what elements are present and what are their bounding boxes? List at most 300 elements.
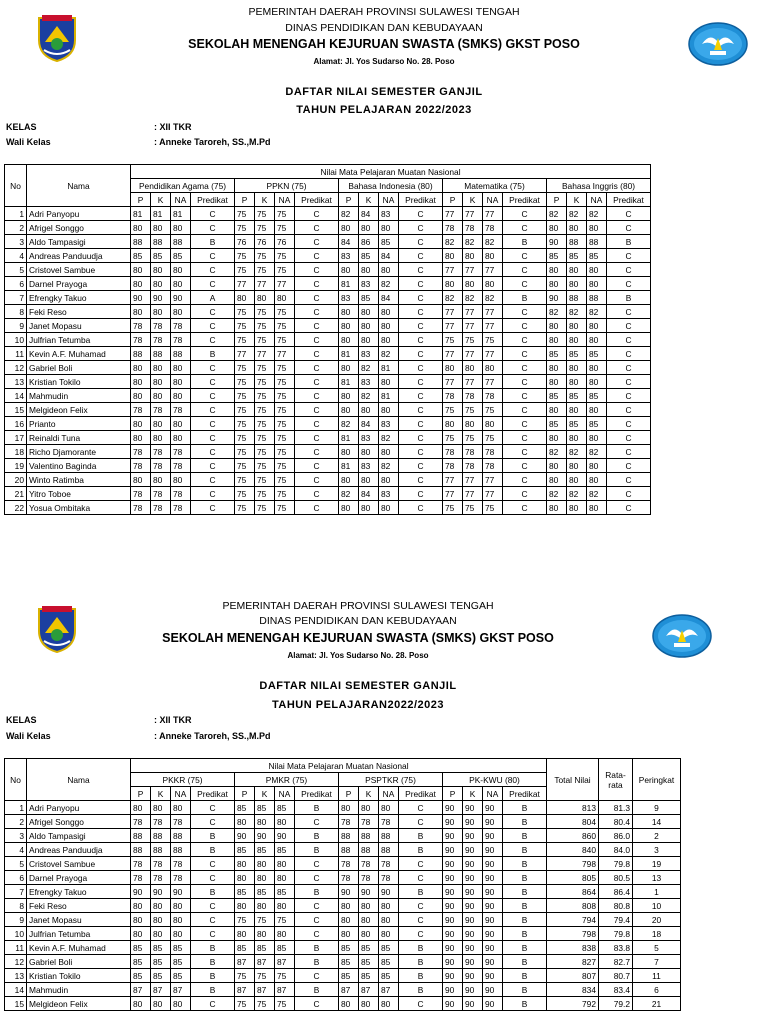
score-cell: 80 — [131, 899, 151, 913]
predikat-cell: C — [399, 333, 443, 347]
score-cell: 75 — [275, 969, 295, 983]
score-cell: 75 — [255, 997, 275, 1011]
predikat-cell: C — [399, 857, 443, 871]
total-nilai-cell: 834 — [547, 983, 599, 997]
score-cell: 80 — [235, 815, 255, 829]
score-type-header-na: NA — [587, 193, 607, 207]
score-cell: 80 — [567, 263, 587, 277]
score-cell: 80 — [379, 997, 399, 1011]
score-type-header-p: P — [235, 193, 255, 207]
score-cell: 75 — [275, 263, 295, 277]
score-cell: 80 — [567, 403, 587, 417]
score-cell: 80 — [567, 375, 587, 389]
predikat-cell: B — [295, 941, 339, 955]
predikat-cell: C — [399, 417, 443, 431]
peringkat-cell: 7 — [633, 955, 681, 969]
score-cell: 75 — [255, 333, 275, 347]
score-type-header-p: P — [339, 787, 359, 801]
score-cell: 90 — [547, 291, 567, 305]
score-cell: 78 — [171, 319, 191, 333]
score-type-header-predikat: Predikat — [191, 787, 235, 801]
score-cell: 76 — [275, 235, 295, 249]
predikat-cell: C — [191, 913, 235, 927]
score-cell: 85 — [587, 389, 607, 403]
predikat-cell: C — [503, 347, 547, 361]
peringkat-cell: 3 — [633, 843, 681, 857]
score-cell: 80 — [379, 221, 399, 235]
score-cell: 75 — [255, 263, 275, 277]
predikat-cell: C — [191, 927, 235, 941]
predikat-cell: B — [399, 843, 443, 857]
score-cell: 80 — [587, 263, 607, 277]
score-cell: 85 — [255, 843, 275, 857]
header-line-1: PEMERINTAH DAERAH PROVINSI SULAWESI TENGAH — [222, 600, 494, 612]
score-cell: 80 — [379, 445, 399, 459]
score-type-header-k: K — [463, 193, 483, 207]
score-cell: 75 — [255, 487, 275, 501]
score-cell: 80 — [547, 403, 567, 417]
score-cell: 88 — [379, 829, 399, 843]
predikat-cell: C — [399, 361, 443, 375]
score-cell: 80 — [547, 263, 567, 277]
score-cell: 82 — [443, 235, 463, 249]
score-type-header-p: P — [235, 787, 255, 801]
predikat-cell: C — [191, 431, 235, 445]
predikat-cell: C — [191, 445, 235, 459]
score-cell: 75 — [255, 249, 275, 263]
score-cell: 75 — [483, 403, 503, 417]
score-cell: 78 — [131, 319, 151, 333]
predikat-cell: C — [399, 459, 443, 473]
score-cell: 88 — [567, 235, 587, 249]
score-cell: 88 — [131, 347, 151, 361]
score-cell: 80 — [151, 927, 171, 941]
score-cell: 80 — [379, 375, 399, 389]
score-cell: 75 — [255, 969, 275, 983]
score-cell: 78 — [151, 459, 171, 473]
score-cell: 80 — [235, 857, 255, 871]
score-cell: 80 — [359, 801, 379, 815]
predikat-cell: C — [295, 249, 339, 263]
score-cell: 75 — [463, 501, 483, 515]
score-cell: 80 — [339, 403, 359, 417]
score-cell: 90 — [379, 885, 399, 899]
table-row — [5, 221, 651, 235]
predikat-cell: C — [607, 249, 651, 263]
score-type-header-k: K — [359, 787, 379, 801]
score-cell: 80 — [339, 501, 359, 515]
score-cell: 82 — [379, 459, 399, 473]
row-number: 5 — [5, 857, 27, 871]
predikat-cell: B — [503, 969, 547, 983]
predikat-cell: C — [607, 501, 651, 515]
score-cell: 75 — [235, 263, 255, 277]
score-cell: 80 — [359, 997, 379, 1011]
score-cell: 88 — [131, 829, 151, 843]
score-cell: 80 — [379, 473, 399, 487]
predikat-cell: B — [399, 941, 443, 955]
score-cell: 80 — [359, 305, 379, 319]
score-cell: 80 — [379, 319, 399, 333]
score-cell: 78 — [131, 333, 151, 347]
row-number: 19 — [5, 459, 27, 473]
score-cell: 85 — [339, 969, 359, 983]
score-cell: 85 — [359, 955, 379, 969]
score-cell: 84 — [359, 417, 379, 431]
student-name: Adri Panyopu — [27, 801, 131, 815]
row-number: 11 — [5, 941, 27, 955]
score-type-header-na: NA — [483, 193, 503, 207]
total-nilai-cell: 808 — [547, 899, 599, 913]
subject-header: PK-KWU (80) — [443, 773, 547, 787]
predikat-cell: B — [191, 829, 235, 843]
predikat-cell: C — [399, 235, 443, 249]
student-name: Winto Ratimba — [27, 473, 131, 487]
predikat-cell: C — [399, 473, 443, 487]
rata-rata-cell: 86.0 — [599, 829, 633, 843]
predikat-cell: C — [295, 221, 339, 235]
score-cell: 75 — [443, 501, 463, 515]
score-cell: 75 — [255, 403, 275, 417]
score-cell: 80 — [171, 389, 191, 403]
score-cell: 88 — [339, 829, 359, 843]
student-name: Valentino Baginda — [27, 459, 131, 473]
predikat-cell: B — [191, 941, 235, 955]
header-subject-group: Nilai Mata Pelajaran Muatan Nasional — [131, 759, 547, 773]
score-cell: 77 — [235, 347, 255, 361]
score-cell: 88 — [171, 829, 191, 843]
table-row — [5, 487, 651, 501]
score-cell: 80 — [171, 221, 191, 235]
score-cell: 77 — [463, 207, 483, 221]
row-number: 7 — [5, 885, 27, 899]
predikat-cell: C — [503, 305, 547, 319]
student-name: Cristovel Sambue — [27, 263, 131, 277]
table-row — [5, 291, 651, 305]
score-cell: 83 — [339, 291, 359, 305]
score-cell: 90 — [443, 829, 463, 843]
score-cell: 80 — [463, 249, 483, 263]
predikat-cell: C — [607, 417, 651, 431]
predikat-cell: C — [503, 249, 547, 263]
score-cell: 80 — [131, 913, 151, 927]
score-cell: 75 — [275, 389, 295, 403]
score-cell: 85 — [567, 249, 587, 263]
score-cell: 85 — [275, 843, 295, 857]
peringkat-cell: 10 — [633, 899, 681, 913]
score-cell: 85 — [547, 347, 567, 361]
score-cell: 80 — [483, 361, 503, 375]
predikat-cell: C — [191, 319, 235, 333]
predikat-cell: C — [607, 319, 651, 333]
student-name: Darnel Prayoga — [27, 277, 131, 291]
score-cell: 75 — [255, 459, 275, 473]
subject-header: PMKR (75) — [235, 773, 339, 787]
predikat-cell: C — [295, 473, 339, 487]
score-cell: 80 — [151, 305, 171, 319]
score-cell: 90 — [463, 927, 483, 941]
score-cell: 80 — [567, 333, 587, 347]
score-cell: 80 — [359, 403, 379, 417]
score-cell: 80 — [171, 305, 191, 319]
score-cell: 82 — [587, 207, 607, 221]
predikat-cell: B — [503, 941, 547, 955]
grade-table-2-body — [5, 801, 681, 1011]
score-cell: 78 — [131, 815, 151, 829]
score-cell: 78 — [171, 871, 191, 885]
score-cell: 83 — [379, 207, 399, 221]
student-name: Yitro Toboe — [27, 487, 131, 501]
predikat-cell: B — [607, 291, 651, 305]
score-cell: 80 — [339, 263, 359, 277]
score-cell: 75 — [255, 473, 275, 487]
score-cell: 85 — [255, 885, 275, 899]
score-cell: 85 — [359, 249, 379, 263]
score-cell: 90 — [483, 955, 503, 969]
score-cell: 80 — [567, 277, 587, 291]
predikat-cell: C — [295, 319, 339, 333]
score-cell: 78 — [483, 445, 503, 459]
score-type-header-k: K — [151, 193, 171, 207]
header-line-2: DINAS PENDIDIKAN DAN KEBUDAYAAN — [259, 615, 457, 627]
student-name: Melgideon Felix — [27, 403, 131, 417]
score-type-header-predikat: Predikat — [503, 193, 547, 207]
score-cell: 85 — [151, 969, 171, 983]
score-cell: 90 — [443, 983, 463, 997]
score-cell: 80 — [151, 221, 171, 235]
score-type-header-p: P — [547, 193, 567, 207]
score-cell: 90 — [463, 955, 483, 969]
score-cell: 80 — [547, 333, 567, 347]
row-number: 21 — [5, 487, 27, 501]
score-cell: 80 — [567, 473, 587, 487]
score-cell: 80 — [339, 473, 359, 487]
score-cell: 78 — [171, 459, 191, 473]
header-no: No — [5, 759, 27, 801]
score-cell: 82 — [587, 305, 607, 319]
score-cell: 77 — [483, 305, 503, 319]
score-cell: 75 — [275, 221, 295, 235]
score-cell: 88 — [171, 235, 191, 249]
student-name: Efrengky Takuo — [27, 885, 131, 899]
total-nilai-cell: 798 — [547, 927, 599, 941]
score-cell: 82 — [483, 291, 503, 305]
predikat-cell: C — [191, 375, 235, 389]
score-type-header-p: P — [131, 193, 151, 207]
score-cell: 85 — [275, 941, 295, 955]
score-cell: 90 — [443, 913, 463, 927]
score-cell: 75 — [255, 501, 275, 515]
score-cell: 90 — [483, 815, 503, 829]
score-cell: 90 — [483, 843, 503, 857]
score-cell: 82 — [547, 487, 567, 501]
score-cell: 80 — [171, 899, 191, 913]
predikat-cell: C — [399, 927, 443, 941]
score-cell: 75 — [255, 389, 275, 403]
score-cell: 75 — [255, 207, 275, 221]
table-row — [5, 417, 651, 431]
table-row — [5, 235, 651, 249]
score-cell: 88 — [171, 843, 191, 857]
score-cell: 85 — [587, 347, 607, 361]
predikat-cell: C — [399, 291, 443, 305]
predikat-cell: C — [607, 277, 651, 291]
score-cell: 77 — [443, 473, 463, 487]
predikat-cell: C — [399, 347, 443, 361]
score-cell: 90 — [463, 857, 483, 871]
predikat-cell: B — [191, 885, 235, 899]
score-cell: 87 — [171, 983, 191, 997]
score-cell: 82 — [547, 445, 567, 459]
predikat-cell: C — [191, 487, 235, 501]
score-cell: 75 — [275, 997, 295, 1011]
score-cell: 78 — [483, 389, 503, 403]
score-cell: 75 — [235, 207, 255, 221]
score-cell: 90 — [443, 843, 463, 857]
score-cell: 85 — [567, 389, 587, 403]
row-number: 6 — [5, 277, 27, 291]
score-cell: 85 — [547, 249, 567, 263]
row-number: 18 — [5, 445, 27, 459]
score-type-header-p: P — [339, 193, 359, 207]
predikat-cell: B — [191, 969, 235, 983]
province-emblem-icon — [36, 605, 78, 653]
score-cell: 80 — [131, 221, 151, 235]
student-name: Janet Mopasu — [27, 319, 131, 333]
score-cell: 77 — [443, 305, 463, 319]
student-name: Aldo Tampasigi — [27, 235, 131, 249]
table-row — [5, 997, 681, 1011]
predikat-cell: B — [503, 291, 547, 305]
score-cell: 88 — [359, 829, 379, 843]
score-cell: 77 — [463, 375, 483, 389]
predikat-cell: C — [191, 871, 235, 885]
predikat-cell: C — [503, 375, 547, 389]
score-cell: 78 — [379, 871, 399, 885]
rata-rata-cell: 81.3 — [599, 801, 633, 815]
predikat-cell: C — [399, 403, 443, 417]
predikat-cell: C — [503, 389, 547, 403]
score-type-header-p: P — [131, 787, 151, 801]
predikat-cell: C — [607, 263, 651, 277]
student-name: Julfrian Tetumba — [27, 927, 131, 941]
score-cell: 75 — [275, 375, 295, 389]
score-cell: 80 — [255, 815, 275, 829]
score-cell: 75 — [255, 221, 275, 235]
score-cell: 80 — [131, 263, 151, 277]
score-cell: 88 — [567, 291, 587, 305]
predikat-cell: B — [191, 347, 235, 361]
predikat-cell: C — [503, 207, 547, 221]
header-line-2: DINAS PENDIDIKAN DAN KEBUDAYAAN — [285, 22, 483, 34]
rata-rata-cell: 80.4 — [599, 815, 633, 829]
predikat-cell: C — [399, 445, 443, 459]
predikat-cell: B — [399, 885, 443, 899]
score-cell: 85 — [235, 843, 255, 857]
predikat-cell: C — [607, 361, 651, 375]
score-cell: 84 — [339, 235, 359, 249]
score-cell: 78 — [463, 389, 483, 403]
score-cell: 81 — [151, 207, 171, 221]
student-name: Darnel Prayoga — [27, 871, 131, 885]
score-cell: 80 — [131, 431, 151, 445]
score-cell: 84 — [379, 249, 399, 263]
score-cell: 80 — [171, 913, 191, 927]
score-cell: 80 — [339, 801, 359, 815]
score-cell: 75 — [275, 417, 295, 431]
score-type-header-predikat: Predikat — [191, 193, 235, 207]
score-cell: 85 — [171, 249, 191, 263]
predikat-cell: B — [503, 235, 547, 249]
student-name: Kristian Tokilo — [27, 375, 131, 389]
score-cell: 78 — [171, 857, 191, 871]
score-cell: 85 — [235, 885, 255, 899]
row-number: 17 — [5, 431, 27, 445]
score-cell: 85 — [255, 801, 275, 815]
score-cell: 84 — [359, 487, 379, 501]
score-cell: 80 — [151, 277, 171, 291]
predikat-cell: C — [295, 403, 339, 417]
score-cell: 80 — [151, 801, 171, 815]
score-type-header-p: P — [443, 787, 463, 801]
predikat-cell: C — [399, 501, 443, 515]
score-cell: 78 — [359, 815, 379, 829]
table-row — [5, 899, 681, 913]
score-cell: 80 — [171, 801, 191, 815]
score-cell: 78 — [463, 445, 483, 459]
table-row — [5, 927, 681, 941]
score-cell: 75 — [443, 333, 463, 347]
peringkat-cell: 1 — [633, 885, 681, 899]
predikat-cell: A — [191, 291, 235, 305]
predikat-cell: C — [503, 459, 547, 473]
grade-table-2 — [4, 758, 681, 1011]
predikat-cell: B — [191, 983, 235, 997]
predikat-cell: C — [503, 263, 547, 277]
table-row — [5, 305, 651, 319]
predikat-cell: C — [399, 221, 443, 235]
score-cell: 78 — [339, 871, 359, 885]
predikat-cell: C — [503, 277, 547, 291]
rata-rata-cell: 82.7 — [599, 955, 633, 969]
table-row — [5, 913, 681, 927]
score-cell: 80 — [547, 501, 567, 515]
score-type-header-k: K — [463, 787, 483, 801]
table-row — [5, 843, 681, 857]
predikat-cell: C — [295, 263, 339, 277]
score-cell: 80 — [235, 927, 255, 941]
score-cell: 80 — [275, 291, 295, 305]
score-cell: 78 — [131, 403, 151, 417]
score-cell: 81 — [339, 459, 359, 473]
score-cell: 82 — [339, 487, 359, 501]
header-rata-rata: Rata-rata — [599, 759, 633, 801]
score-type-header-predikat: Predikat — [503, 787, 547, 801]
predikat-cell: C — [295, 207, 339, 221]
score-cell: 80 — [339, 389, 359, 403]
score-cell: 78 — [483, 221, 503, 235]
score-cell: 75 — [255, 431, 275, 445]
score-cell: 88 — [151, 829, 171, 843]
score-cell: 83 — [359, 277, 379, 291]
score-cell: 85 — [275, 885, 295, 899]
student-name: Janet Mopasu — [27, 913, 131, 927]
predikat-cell: B — [295, 983, 339, 997]
score-cell: 90 — [255, 829, 275, 843]
score-cell: 82 — [567, 207, 587, 221]
score-cell: 78 — [443, 389, 463, 403]
score-cell: 78 — [339, 815, 359, 829]
